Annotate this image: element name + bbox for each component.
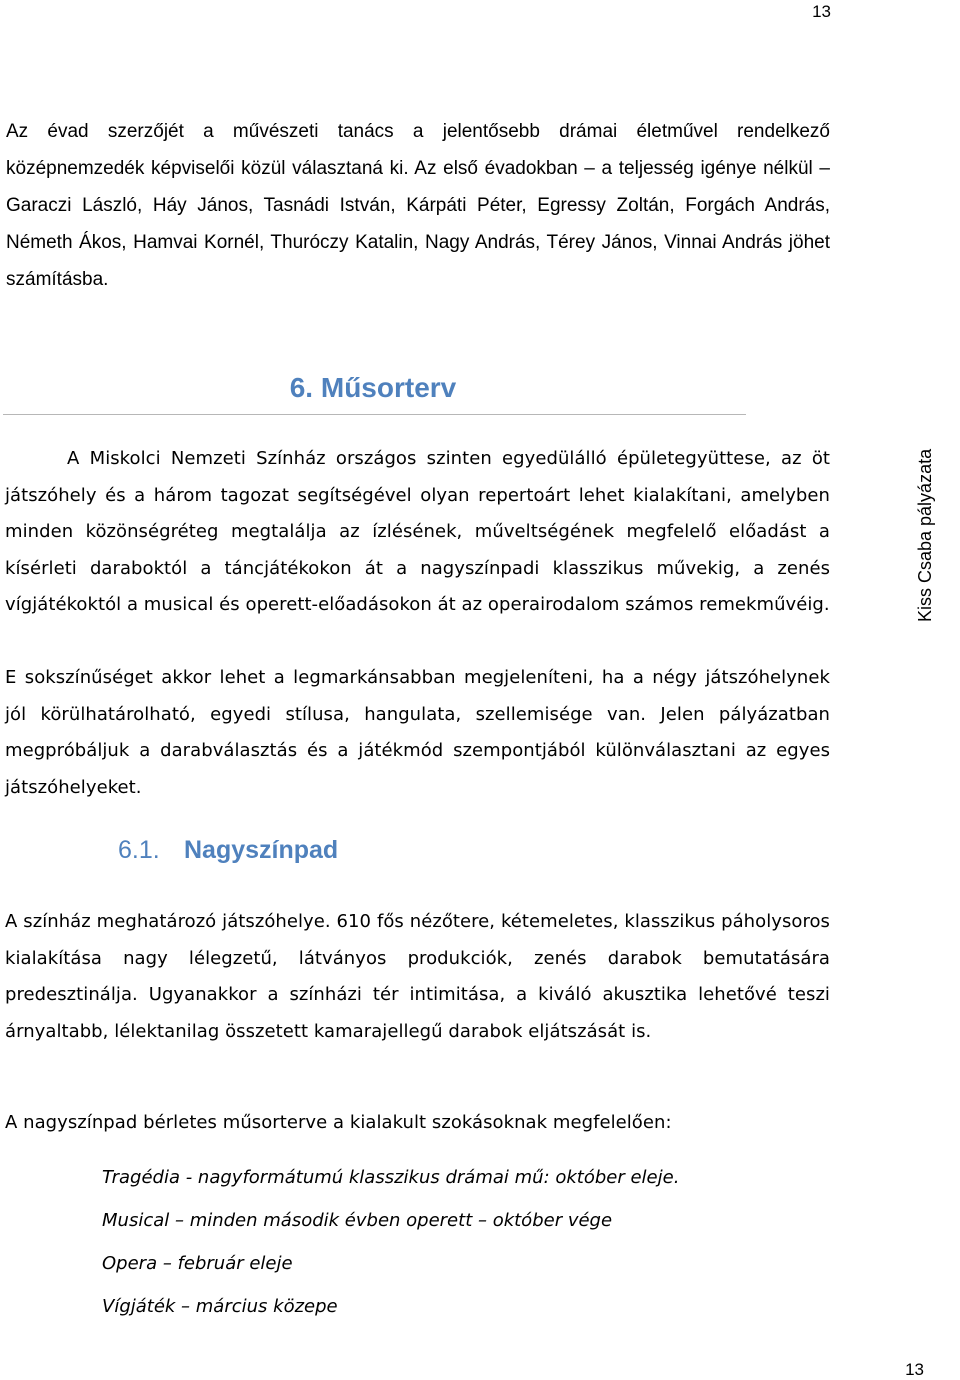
section-paragraph-1: A Miskolci Nemzeti Színház országos szinten egyedülálló épületegyüttese, az öt játszóhely és a három tagozat segítségével olyan repertoárt lehet kialakítani, amelyben minden közönségréteg megtalálja az ízlésének, műveltségének megfelelő előadást a kísérleti daraboktól a táncjátékokon át a nagyszínpadi klasszikus művekig, a zenés vígjátékoktól a musical és operett-előadásokon át az operairodalom számos remekművéig. bbox=[5, 448, 830, 616]
page-number-top: 13 bbox=[812, 2, 831, 21]
page-number-bottom: 13 bbox=[905, 1360, 924, 1379]
section-paragraph-2: E sokszínűséget akkor lehet a legmarkánsabban megjeleníteni, ha a négy játszóhelynek jól körülhatárolható, egyedi stílusa, hangulata, szellemisége van. Jelen pályázatban megpróbáljuk a darabválasztás és a játékmód szempontjából különválasztani az egyes játszóhelyeket. bbox=[5, 667, 830, 798]
subsection-paragraph-1: A színház meghatározó játszóhelye. 610 fős nézőtere, kétemeletes, klasszikus páholysoros kialakítása nagy lélegzetű, látványos produkciók, zenés darabok bemutatására predesztinálja. Ugyanakkor a színházi tér intimitása, a kiváló akusztika lehetővé teszi árnyaltabb, lélektanilag összetett kamarajellegű darabok eljátszását is. bbox=[5, 911, 830, 1042]
subsection-paragraph-2: A nagyszínpad bérletes műsorterve a kialakult szokásoknak megfelelően: bbox=[5, 1112, 672, 1133]
intro-paragraph: Az évad szerzőjét a művészeti tanács a jelentősebb drámai életművel rendelkező középnemzedék képviselői közül választaná ki. Az első évadokban – a teljesség igénye nélkül – Garaczi László, Háy János, Tasnádi István, Kárpáti Péter, Egressy Zoltán, Forgách András, Németh Ákos, Hamvai Kornél, Thuróczy Katalin, Nagy András, Térey János, Vinnai András jöhet számításba. bbox=[6, 121, 830, 290]
heading-divider bbox=[3, 414, 746, 415]
schedule-item: Musical – minden második évben operett – október vége bbox=[102, 1210, 613, 1231]
schedule-item: Vígjáték – március közepe bbox=[102, 1296, 338, 1317]
section-number: 6. bbox=[289, 372, 314, 403]
schedule-list bbox=[102, 1160, 679, 1332]
schedule-item: Opera – február eleje bbox=[102, 1253, 293, 1274]
side-label: Kiss Csaba pályázata bbox=[915, 448, 935, 622]
schedule-item: Tragédia - nagyformátumú klasszikus drámai mű: október eleje. bbox=[102, 1167, 680, 1188]
section-heading bbox=[0, 372, 746, 404]
subsection-heading bbox=[118, 836, 338, 865]
section-title: Műsorterv bbox=[320, 372, 457, 403]
subsection-title: Nagyszínpad bbox=[184, 836, 339, 864]
subsection-number: 6.1. bbox=[118, 836, 160, 864]
